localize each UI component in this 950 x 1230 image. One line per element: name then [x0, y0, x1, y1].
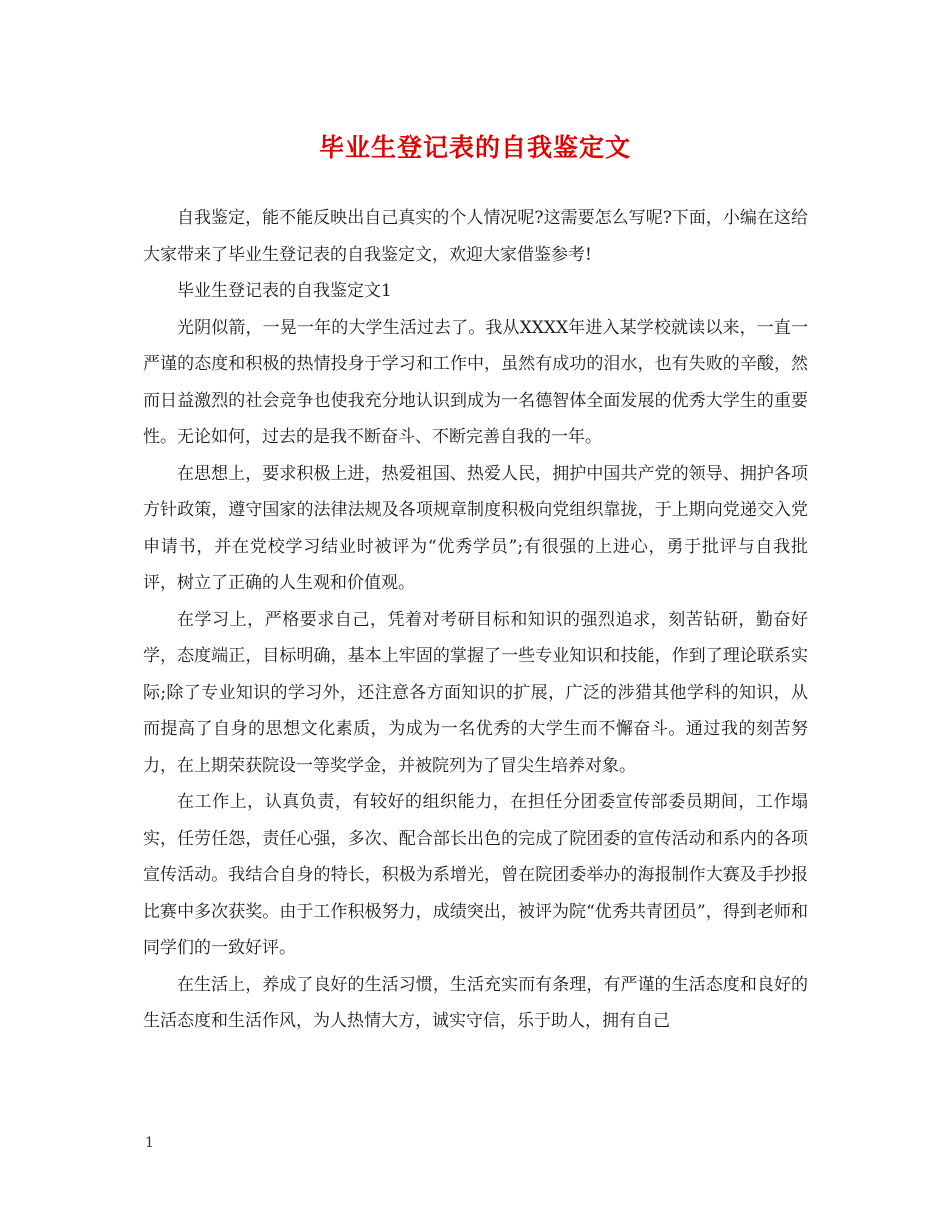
document-title: 毕业生登记表的自我鉴定文 — [318, 133, 631, 162]
paragraph-intro: 自我鉴定，能不能反映出自己真实的个人情况呢?这需要怎么写呢?下面，小编在这给大家带来了毕业生登记表的自我鉴定文，欢迎大家借鉴参考! — [143, 208, 808, 265]
page-number: 1 — [145, 1135, 154, 1151]
paragraph-study: 在学习上，严格要求自己，凭着对考研目标和知识的强烈追求，刻苦钻研，勤奋好学，态度端正，目标明确，基本上牢固的掌握了一些专业知识和技能，作到了理论联系实际;除了专业知识的学习外，还注意各方面知识的扩展，广泛的涉猎其他学科的知识，从而提高了自身的思想文化素质，为成为一名优秀的大学生而不懈奋斗。通过我的刻苦努力，在上期荣获院设一等奖学金，并被院列为了冒尖生培养对象。 — [143, 609, 808, 776]
paragraph-work: 在工作上，认真负责，有较好的组织能力，在担任分团委宣传部委员期间，工作塌实，任劳任怨，责任心强，多次、配合部长出色的完成了院团委的宣传活动和系内的各项宣传活动。我结合自身的特长，积极为系增光，曾在院团委举办的海报制作大赛及手抄报比赛中多次获奖。由于工作积极努力，成绩突出，被评为院“优秀共青团员”，得到老师和同学们的一致好评。 — [143, 792, 808, 958]
paragraph-thought: 在思想上，要求积极上进，热爱祖国、热爱人民，拥护中国共产党的领导、拥护各项方针政策，遵守国家的法律法规及各项规章制度积极向党组织靠拢，于上期向党递交入党申请书，并在党校学习结业时被评为“优秀学员”;有很强的上进心，勇于批评与自我批评，树立了正确的人生观和价值观。 — [143, 463, 808, 593]
paragraph-section-heading: 毕业生登记表的自我鉴定文1 — [177, 281, 392, 301]
document-body — [143, 200, 808, 1040]
paragraph-overview: 光阴似箭，一晃一年的大学生活过去了。我从XXXX年进入某学校就读以来，一直一严谨的态度和积极的热情投身于学习和工作中，虽然有成功的泪水，也有失败的辛酸，然而日益激烈的社会竞争也使我充分地认识到成为一名德智体全面发展的优秀大学生的重要性。无论如何，过去的是我不断奋斗、不断完善自我的一年。 — [143, 317, 808, 447]
paragraph-life: 在生活上，养成了良好的生活习惯，生活充实而有条理，有严谨的生活态度和良好的生活态度和生活作风，为人热情大方，诚实守信，乐于助人，拥有自己 — [143, 974, 808, 1031]
